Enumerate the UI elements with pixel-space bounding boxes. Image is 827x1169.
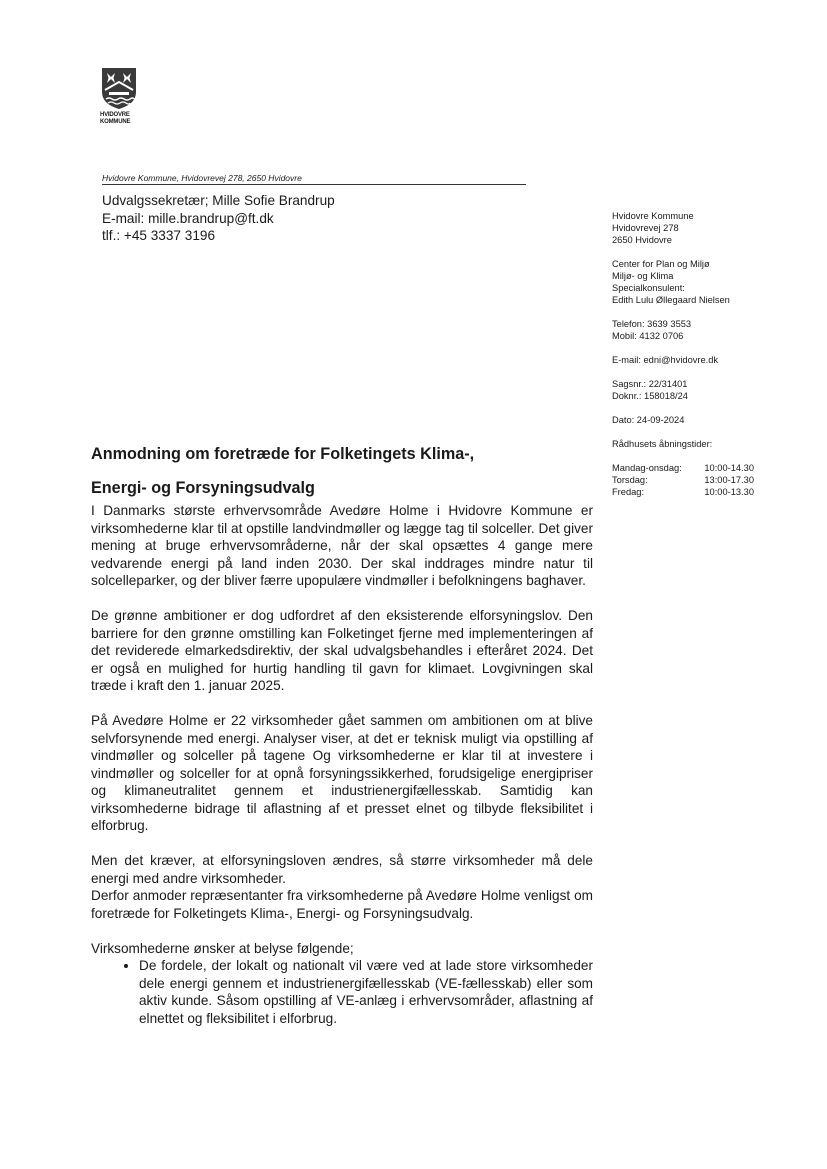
opening-hours-title: Rådhusets åbningstider: [612,439,713,449]
contact-phones [612,318,812,342]
case-line: Doknr.: 158018/24 [612,391,688,401]
recipient-block [102,192,335,245]
hours-row [612,486,812,498]
org-line: 2650 Hvidovre [612,235,672,245]
title-line-1: Anmodning om foretræde for Folketingets Klima-, [91,445,475,463]
letter-body [91,502,593,1027]
hours-row [612,474,812,486]
recipient-name: Udvalgssekretær; Mille Sofie Brandrup [102,193,335,208]
title-line-2: Energi- og Forsyningsudvalg [91,479,315,497]
opening-hours-table [612,462,812,498]
department-info [612,258,812,306]
org-line: Hvidovre Kommune [612,211,694,221]
bullet-list [91,957,593,1027]
dept-line: Miljø- og Klima [612,271,674,281]
body-paragraph: Virksomhederne ønsker at belyse følgende; [91,940,354,956]
case-line: Sagsnr.: 22/31401 [612,379,688,389]
sender-address-line: Hvidovre Kommune, Hvidovrevej 278, 2650 Hvidovre [102,173,526,185]
bullet-item: • De fordele, der lokalt og nationalt vil være ved at lade store virksomheder dele energi gennem et industrienergifællesskab (VE-fællesskab) eller som aktiv kunde. Såsom opstilling af VE-anlæg i erhvervsområder, aflastning af elnettet og fleksibilitet i elforbrug. [139,957,593,1027]
hours-time: 10:00-13.30 [704,487,754,497]
logo-line-1: HVIDOVRE [100,112,130,118]
letter-title [91,437,591,505]
phone-line: Mobil: 4132 0706 [612,331,684,341]
recipient-email: E-mail: mille.brandrup@ft.dk [102,210,274,226]
body-paragraph: På Avedøre Holme er 22 virksomheder gået sammen om ambitionen om at blive selvforsynende med energi. Analyser viser, at det er teknisk muligt via opstilling af vindmøller og solceller på tagene Og virksomhederne er klar til at investere i vindmøller og solceller for at opnå forsyningssikkerhed, forudsigelige energipriser og klimaneutralitet gennem et industrienergifællesskab. Samtidig kan virksomhederne bidrage til aflastning af et presset elnet og tilbyde fleksibilitet i elforbrug. [91,713,593,833]
phone-line: Telefon: 3639 3553 [612,319,692,329]
recipient-phone: tlf.: +45 3337 3196 [102,228,215,243]
hours-days: Fredag: [612,487,645,497]
case-numbers [612,378,812,402]
body-paragraph: De grønne ambitioner er dog udfordret af den eksisterende elforsyningslov. Den barriere for den grønne omstilling kan Folketinget fjerne med implementeringen af det reviderede elmarkedsdirektiv, der skal udvalgsbehandles i efteråret 2024. Det er også en mulighed for hurtig handling til gavn for klimaet. Lovgivningen skal træde i kraft den 1. januar 2025. [91,608,593,693]
hours-time: 13:00-17.30 [704,475,754,485]
contact-email: E-mail: edni@hvidovre.dk [612,355,719,365]
body-paragraph: Men det kræver, at elforsyningsloven ændres, så større virksomheder må dele energi med andre virksomheder. [91,853,593,886]
logo-line-2: KOMMUNE [100,119,131,125]
hours-row [612,462,812,474]
hours-days: Mandag-onsdag: [612,463,682,473]
hours-time: 10:00-14.30 [704,463,754,473]
org-line: Hvidovrevej 278 [612,223,679,233]
dept-line: Specialkonsulent: [612,283,685,293]
municipality-logo [100,66,142,126]
hours-days: Torsdag: [612,475,648,485]
logo-text [100,112,142,126]
document-date: Dato: 24-09-2024 [612,415,685,425]
dept-line: Center for Plan og Miljø [612,259,710,269]
sender-info-sidebar [612,210,812,498]
body-paragraph: Derfor anmoder repræsentanter fra virksomhederne på Avedøre Holme venligst om foretræde for Folketingets Klima-, Energi- og Forsyningsudvalg. [91,888,593,921]
org-address [612,210,812,246]
dept-line: Edith Lulu Øllegaard Nielsen [612,295,730,305]
coat-of-arms-icon [100,66,138,110]
body-paragraph: I Danmarks største erhvervsområde Avedøre Holme i Hvidovre Kommune er virksomhederne klar til at opstille landvindmøller og lægge tag til solceller. Det giver mening at bruge erhvervsområderne, når der skal opsættes 4 gange mere vedvarende energi på land inden 2030. Der skal inddrages mindre natur til solcelleparker, og der bliver færre upopulære vindmøller i befolkningens baghaver. [91,503,593,588]
